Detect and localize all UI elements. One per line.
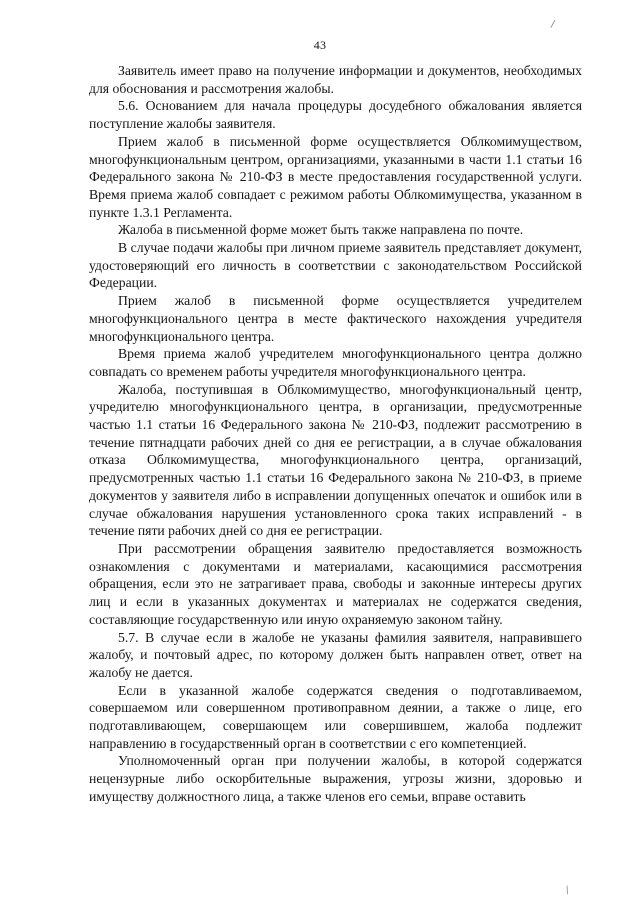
paragraph-mfc-founder-reception: Прием жалоб в письменной форме осуществляется учредителем многофункционального центра в месте фактического нахождения учредителя многофункционального центра. bbox=[89, 293, 582, 344]
paragraph-written-complaints: Прием жалоб в письменной форме осуществляется Облкомимуществом, многофункциональным центром, организациями, указанными в части 1.1 статьи 16 Федерального закона № 210-ФЗ в месте предоставления государственной услуги. Время приема жалоб совпадает с режимом работы Облкомимущества, указанном в пункте 1.3.1 Регламента. bbox=[89, 133, 582, 220]
paragraph-5-6: 5.6. Основанием для начала процедуры досудебного обжалования является поступление жалобы заявителя. bbox=[89, 98, 582, 132]
paragraph-reception-hours: Время приема жалоб учредителем многофункционального центра должно совпадать со временем работы учредителя многофункционального центра. bbox=[89, 346, 582, 379]
paragraph-postal-complaints: Жалоба в письменной форме может быть также направлена по почте. bbox=[118, 222, 524, 238]
paragraph-unlawful-act: Если в указанной жалобе содержатся сведения о подготавливаемом, совершаемом или совершенном противоправном деянии, а также о лице, его подготавливающем, совершающем или совершившем, жалоба подлежит направлению в государственный орган в соответствии с его компетенцией. bbox=[89, 682, 582, 751]
paragraph-personal-reception: В случае подачи жалобы при личном приеме заявитель представляет документ, удостоверяющий его личность в соответствии с законодательством Российской Федерации. bbox=[89, 240, 582, 291]
paragraph-document-access: При рассмотрении обращения заявителю предоставляется возможность ознакомления с документами и материалами, касающимися рассмотрения обращения, если это не затрагивает права, свободы и законные интересы других лиц и если в указанных документах и материалах не содержатся сведения, составляющие государственную или иную охраняемую законом тайну. bbox=[89, 540, 582, 627]
document-body bbox=[89, 62, 582, 806]
paragraph-review-period: Жалоба, поступившая в Облкомимущество, многофункциональный центр, учредителю многофункционального центра, в организации, предусмотренные частью 1.1 статьи 16 Федерального закона № 210-ФЗ, подлежит рассмотрению в течение пятнадцати рабочих дней со дня ее регистрации, а в случае обжалования отказа Облкомимущества, многофункционального центра, организаций, предусмотренных частью 1.1 статьи 16 Федерального закона № 210-ФЗ, в приеме документов у заявителя либо в исправлении допущенных опечаток и ошибок или в случае обжалования нарушения установленного срока таких исправлений - в течение пяти рабочих дней со дня ее регистрации. bbox=[89, 381, 582, 539]
paragraph-5-7: 5.7. В случае если в жалобе не указаны фамилия заявителя, направившего жалобу, и почтовый адрес, по которому должен быть направлен ответ, ответ на жалобу не дается. bbox=[89, 629, 582, 680]
scan-mark: / bbox=[549, 18, 556, 31]
paragraph-right-to-information: Заявитель имеет право на получение информации и документов, необходимых для обоснования и рассмотрения жалобы. bbox=[89, 63, 582, 96]
paragraph-abusive-complaint: Уполномоченный орган при получении жалобы, в которой содержатся нецензурные либо оскорбительные выражения, угрозы жизни, здоровью и имуществу должностного лица, а также членов его семьи, вправе оставить bbox=[89, 753, 582, 804]
scan-mark: / bbox=[564, 884, 571, 897]
page-number: 43 bbox=[313, 38, 327, 52]
